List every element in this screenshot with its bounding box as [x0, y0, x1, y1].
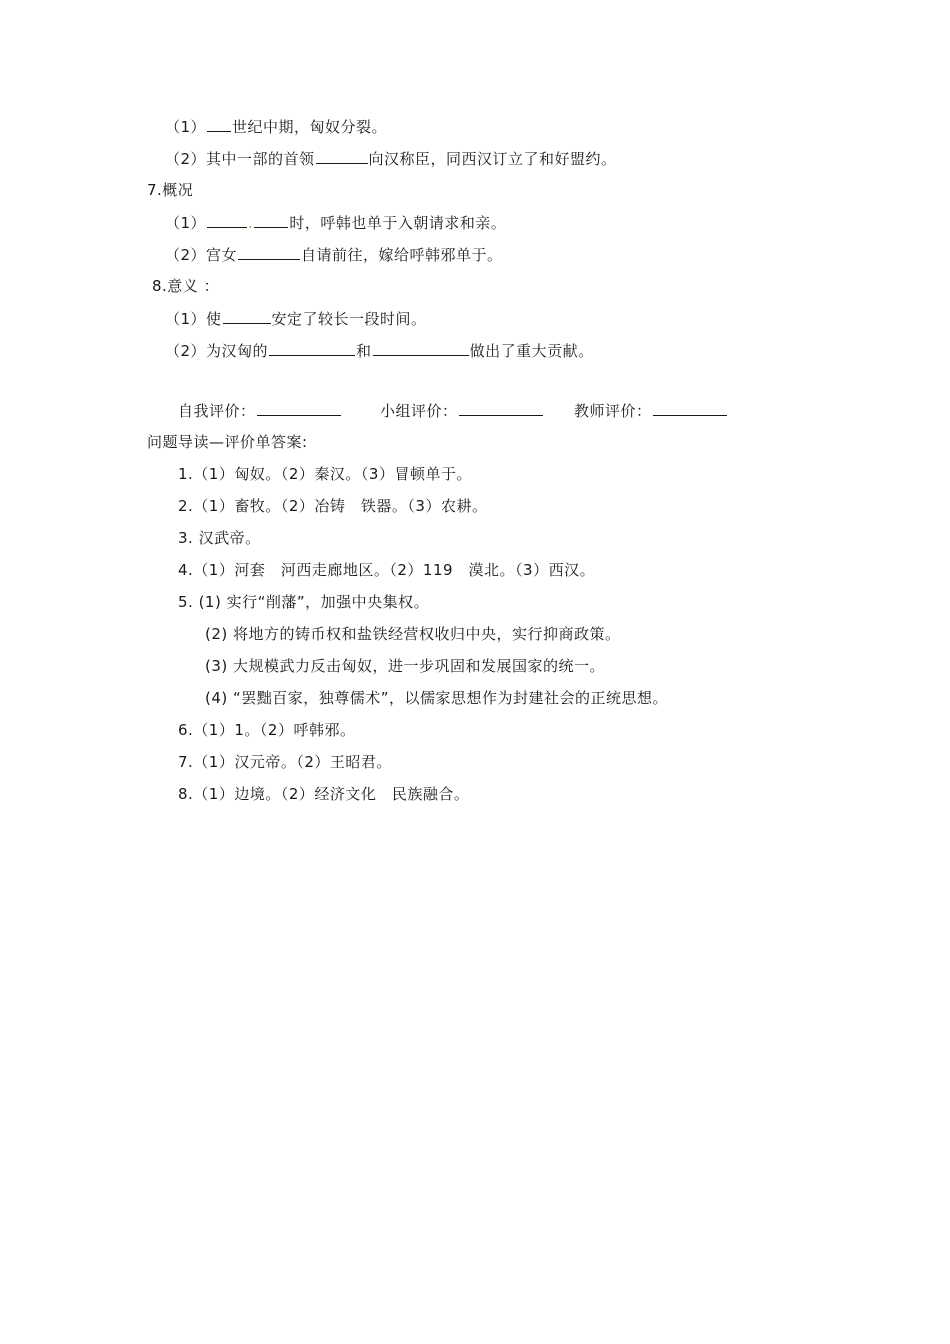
answer-line: 1.（1）匈奴。（2）秦汉。（3）冒顿单于。 — [178, 465, 472, 483]
answer-blank[interactable] — [316, 148, 368, 164]
answer-blank[interactable] — [207, 116, 231, 132]
q6-item-1-prefix: （1） — [165, 118, 207, 136]
answer-line: 4.（1）河套 河西走廊地区。（2）119 漠北。（3）西汉。 — [178, 561, 596, 579]
stray-dot: . — [248, 214, 254, 232]
q7-heading: 7.概况 — [147, 181, 194, 199]
answer-line: 8.（1）边境。（2）经济文化 民族融合。 — [178, 785, 470, 803]
answer-line: 5. (1) 实行“削藩”，加强中央集权。 — [178, 593, 430, 611]
q8-heading: 8.意义 ： — [152, 277, 220, 295]
self-evaluation-blank[interactable] — [257, 400, 341, 416]
answer-blank[interactable] — [373, 340, 469, 356]
group-evaluation-blank[interactable] — [459, 400, 543, 416]
answer-line: (4) “罢黜百家，独尊儒术”，以儒家思想作为封建社会的正统思想。 — [205, 689, 669, 707]
answer-blank[interactable] — [223, 308, 271, 324]
self-evaluation-label: 自我评价： — [178, 402, 256, 420]
answer-line: (2) 将地方的铸币权和盐铁经营权收归中央，实行抑商政策。 — [205, 625, 621, 643]
group-evaluation — [380, 400, 544, 421]
q8-item-2-prefix: （2）为汉匈的 — [165, 342, 269, 360]
q7-item-1-suffix: 时，呼韩也单于入朝请求和亲。 — [289, 214, 507, 232]
answer-line: 6.（1）1。（2）呼韩邪。 — [178, 721, 356, 739]
q8-item-2-middle: 和 — [356, 342, 372, 360]
q8-item-1-suffix: 安定了较长一段时间。 — [271, 310, 427, 328]
q6-item-1 — [165, 116, 387, 137]
q8-item-2-suffix: 做出了重大贡献。 — [469, 342, 594, 360]
teacher-evaluation-label: 教师评价： — [574, 402, 652, 420]
answer-line: (3) 大规模武力反击匈奴，进一步巩固和发展国家的统一。 — [205, 657, 606, 675]
answer-blank[interactable] — [207, 212, 247, 228]
q6-item-2-prefix: （2）其中一部的首领 — [165, 150, 315, 168]
answer-line: 7.（1）汉元帝。（2）王昭君。 — [178, 753, 392, 771]
q7-item-1 — [165, 212, 506, 233]
q8-item-1 — [165, 308, 427, 329]
answer-line: 3. 汉武帝。 — [178, 529, 261, 547]
q7-item-2-suffix: 自请前往，嫁给呼韩邪单于。 — [301, 246, 503, 264]
teacher-evaluation — [574, 400, 728, 421]
q7-item-1-prefix: （1） — [165, 214, 207, 232]
q8-item-1-prefix: （1）使 — [165, 310, 222, 328]
answer-blank[interactable] — [238, 244, 300, 260]
q8-item-2 — [165, 340, 594, 361]
q6-item-1-suffix: 世纪中期，匈奴分裂。 — [232, 118, 388, 136]
q6-item-2 — [165, 148, 617, 169]
group-evaluation-label: 小组评价： — [380, 402, 458, 420]
q7-item-2-prefix: （2）宫女 — [165, 246, 238, 264]
answer-blank[interactable] — [269, 340, 355, 356]
q6-item-2-suffix: 向汉称臣，同西汉订立了和好盟约。 — [368, 150, 617, 168]
self-evaluation — [178, 400, 342, 421]
answer-line: 2.（1）畜牧。（2）冶铸 铁器。（3）农耕。 — [178, 497, 488, 515]
answer-blank[interactable] — [254, 212, 288, 228]
teacher-evaluation-blank[interactable] — [653, 400, 727, 416]
answers-heading: 问题导读—评价单答案: — [147, 433, 308, 451]
q7-item-2 — [165, 244, 503, 265]
